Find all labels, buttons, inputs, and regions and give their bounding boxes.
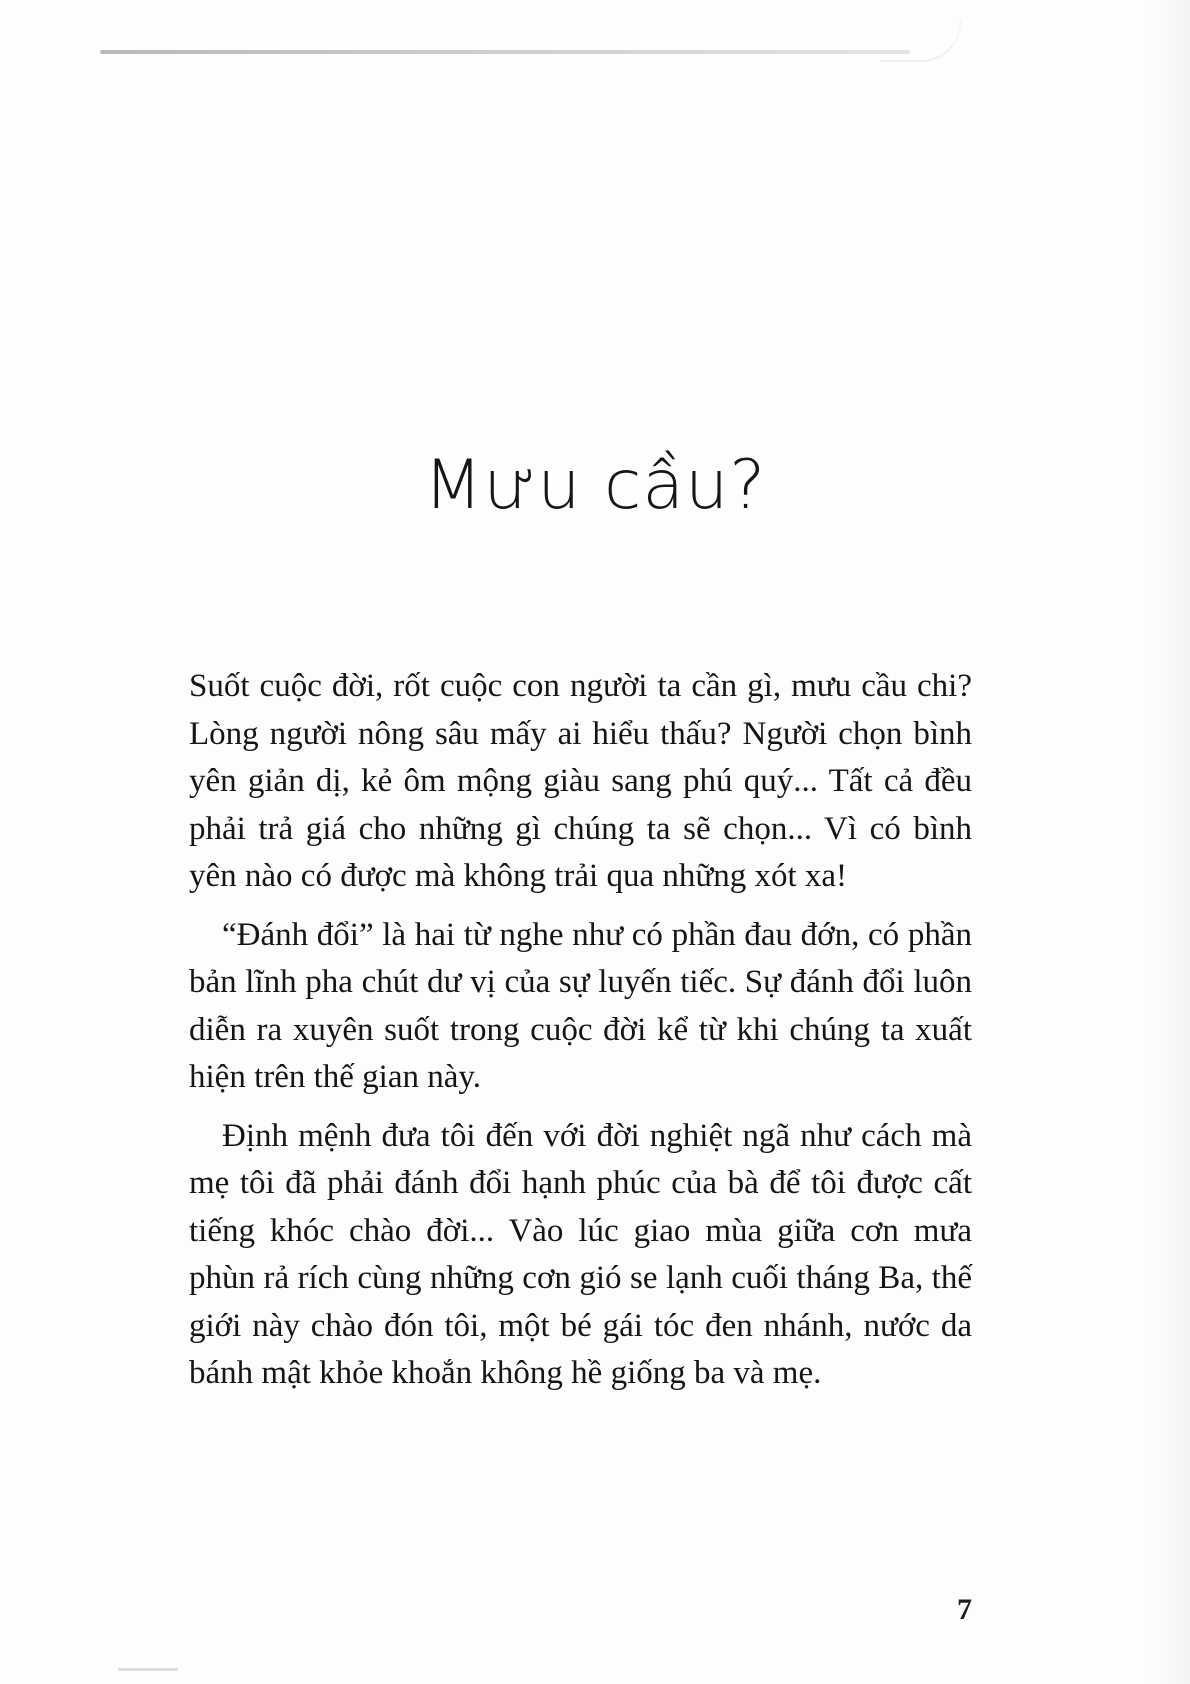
page-number: 7 <box>957 1593 972 1626</box>
chapter-title: Mưu cầu? <box>423 446 767 525</box>
paragraph-3: Định mệnh đưa tôi đến với đời nghiệt ngã như cách mà mẹ tôi đã phải đánh đổi hạnh phúc của bà để tôi được cất tiếng khóc chào đời... Vào lúc giao mùa giữa cơn mưa phùn rả rích cùng những cơn gió se lạnh cuối tháng Ba, thế giới này chào đón tôi, một bé gái tóc đen nhánh, nước da bánh mật khỏe khoắn không hề giống ba và mẹ. <box>189 1117 972 1391</box>
page-right-shadow <box>1150 0 1190 1684</box>
body-text <box>189 663 972 1409</box>
paragraph-1: Suốt cuộc đời, rốt cuộc con người ta cần gì, mưu cầu chi? Lòng người nông sâu mấy ai hiểu thấu? Người chọn bình yên giản dị, kẻ ôm mộng giàu sang phú quý... Tất cả đều phải trả giá cho những gì chúng ta sẽ chọn... Vì có bình yên nào có được mà không trải qua những xót xa! <box>189 668 972 894</box>
paragraph-2: “Đánh đổi” là hai từ nghe như có phần đau đớn, có phần bản lĩnh pha chút dư vị của sự luyến tiếc. Sự đánh đổi luôn diễn ra xuyên suốt trong cuộc đời kể từ khi chúng ta xuất hiện trên thế gian này. <box>189 916 972 1095</box>
page-corner-fold <box>880 20 961 62</box>
bottom-scan-mark <box>118 1668 178 1671</box>
page-edge-shadow <box>100 50 910 54</box>
